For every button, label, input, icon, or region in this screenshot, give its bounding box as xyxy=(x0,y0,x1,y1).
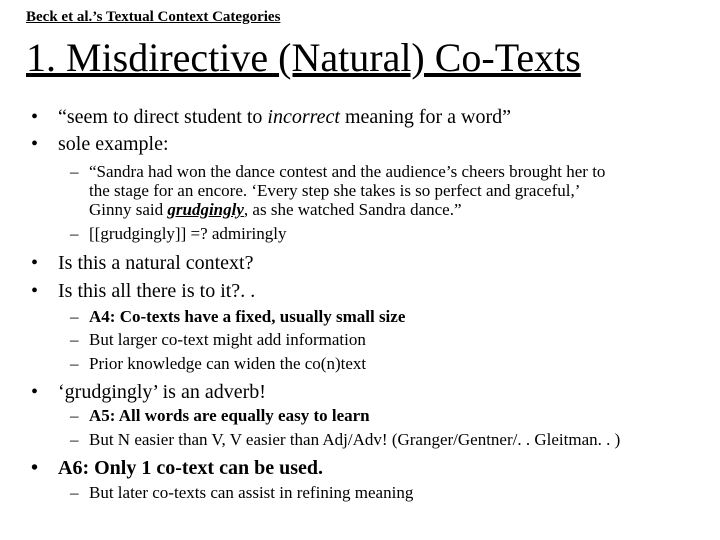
sub-bullet-text: A5: All words are equally easy to learn xyxy=(89,406,370,425)
dash-marker: – xyxy=(70,430,79,449)
dash-marker: – xyxy=(70,330,79,349)
bullet-text: Is this a natural context? xyxy=(58,252,254,274)
bullet-text: A6: Only 1 co-text can be used. xyxy=(58,457,323,479)
emphasis-text: grudgingly xyxy=(167,200,244,219)
slide-title: 1. Misdirective (Natural) Co-Texts xyxy=(26,35,581,80)
dash-marker: – xyxy=(70,354,79,373)
sub-bullet-text: A4: Co-texts have a fixed, usually small size xyxy=(89,307,406,326)
bullet-marker: • xyxy=(31,381,39,403)
emphasis-text: incorrect xyxy=(267,106,340,128)
sub-bullet-text: But later co-texts can assist in refining meaning xyxy=(89,483,414,502)
quote-text: “Sandra had won the dance contest and the audience’s cheers brought her to the stage for an encore. ‘Every step she takes is so perfect and graceful,’ Ginny said grudgingly, as she watched Sandra dance.” xyxy=(89,162,606,219)
sub-bullet-text: [[grudgingly]] =? admiringly xyxy=(89,224,287,243)
bullet-marker: • xyxy=(31,280,39,302)
dash-marker: – xyxy=(70,406,79,425)
bullet-text: sole example: xyxy=(58,133,169,155)
dash-marker: – xyxy=(70,483,79,502)
bullet-marker: • xyxy=(31,133,39,155)
bullet-text: ‘grudgingly’ is an adverb! xyxy=(58,381,266,403)
sub-bullet-text: Prior knowledge can widen the co(n)text xyxy=(89,354,367,373)
dash-marker: – xyxy=(70,162,79,181)
bullet-text: Is this all there is to it?. . xyxy=(58,280,256,302)
bullet-marker: • xyxy=(31,252,39,274)
sub-bullet-text: But larger co-text might add information xyxy=(89,330,366,349)
dash-marker: – xyxy=(70,307,79,326)
bullet-marker: • xyxy=(31,457,39,479)
dash-marker: – xyxy=(70,224,79,243)
slide-header: Beck et al.’s Textual Context Categories xyxy=(26,9,281,25)
sub-bullet-text: But N easier than V, V easier than Adj/Adv! (Granger/Gentner/. . Gleitman. . ) xyxy=(89,430,621,449)
bullet-text: “seem to direct student to incorrect meaning for a word” xyxy=(58,106,512,128)
bullet-marker: • xyxy=(31,106,39,128)
